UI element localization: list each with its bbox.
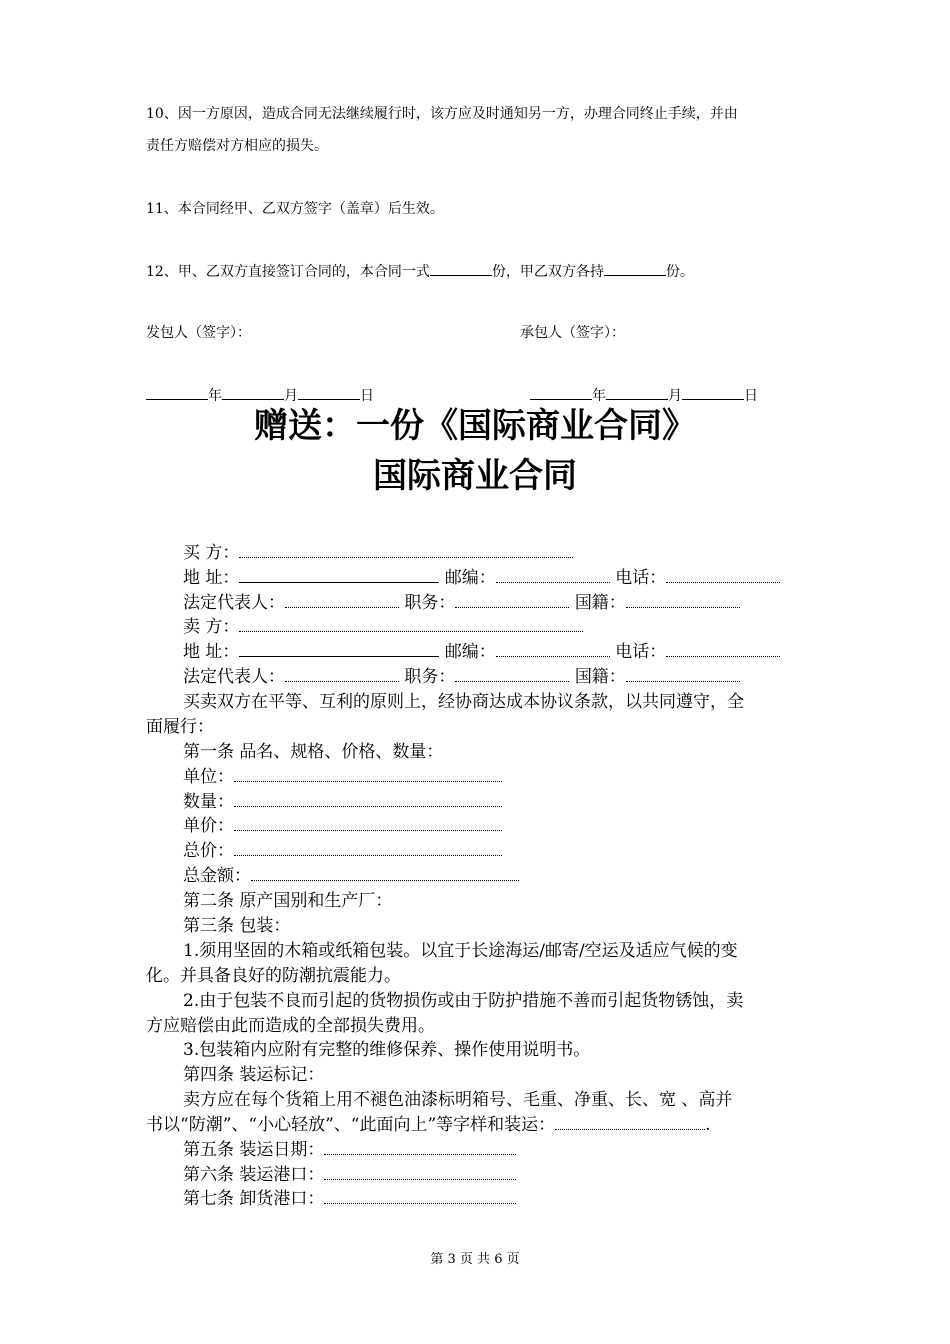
packing-2-line1: 2.由于包装不良而引起的货物损伤或由于防护措施不善而引起货物锈蚀，卖 <box>183 991 744 1011</box>
loading-port-blank <box>324 1164 516 1180</box>
zip-label: 邮编： <box>444 642 496 662</box>
day-label: 日 <box>360 388 374 404</box>
phone-label: 电话： <box>615 568 667 588</box>
seller-line <box>183 612 583 637</box>
unit-label: 单位： <box>183 767 234 787</box>
marking-line1: 卖方应在每个货箱上用不褪色油漆标明箱号、毛重、净重、长、宽 、高并 <box>183 1090 733 1110</box>
buyer-blank <box>239 542 573 558</box>
price-label: 单价： <box>183 816 234 836</box>
legal-rep-label: 法定代表人： <box>183 593 285 613</box>
nationality-blank <box>626 666 740 682</box>
marking-end: . <box>705 1115 711 1135</box>
article-2: 第二条 原产国别和生产厂： <box>183 891 393 911</box>
total-amount-line <box>183 861 519 886</box>
clause-11: 11、本合同经甲、乙双方签字（盖章）后生效。 <box>146 201 444 217</box>
phone-blank <box>666 641 780 657</box>
buyer-label: 买 方： <box>183 543 240 563</box>
total-blank <box>234 840 502 856</box>
position-label: 职务： <box>404 593 456 613</box>
phone-blank <box>666 567 780 583</box>
packing-2-line2: 方应赔偿由此而造成的全部损失费用。 <box>146 1016 435 1036</box>
page-number: 第 3 页 共 6 页 <box>430 1252 520 1267</box>
year-label: 年 <box>208 388 222 404</box>
copies-each-blank <box>604 260 666 276</box>
employer-signature-label: 发包人（签字）： <box>146 325 251 341</box>
article-6-label: 第六条 装运港口： <box>183 1165 325 1185</box>
packing-1-line2: 化。并具备良好的防潮抗震能力。 <box>146 966 401 986</box>
address-label: 地 址： <box>183 642 240 662</box>
clause-10-line1: 10、因一方原因，造成合同无法继续履行时，该方应及时通知另一方，办理合同终止手续，并由 <box>146 106 738 122</box>
nationality-label: 国籍： <box>574 593 626 613</box>
month-label: 月 <box>668 388 682 404</box>
article-5 <box>183 1135 516 1160</box>
nationality-label: 国籍： <box>574 667 626 687</box>
article-3: 第三条 包装： <box>183 916 291 936</box>
marking-blank <box>555 1114 705 1130</box>
seller-label: 卖 方： <box>183 617 240 637</box>
article-5-label: 第五条 装运日期： <box>183 1140 325 1160</box>
marking-line2 <box>146 1110 711 1135</box>
unit-line <box>183 762 502 787</box>
article-7-label: 第七条 卸货港口： <box>183 1189 325 1209</box>
contract-title: 国际商业合同 <box>373 456 577 496</box>
address-label: 地 址： <box>183 568 240 588</box>
clause-12-text-c: 份。 <box>665 264 694 280</box>
nationality-blank <box>626 592 740 608</box>
packing-1-line1: 1.须用坚固的木箱或纸箱包装。以宜于长途海运/邮寄/空运及适应气候的变 <box>183 941 738 961</box>
buyer-rep-line <box>183 588 740 613</box>
article-4: 第四条 装运标记： <box>183 1065 325 1085</box>
legal-rep-blank <box>285 666 399 682</box>
article-7 <box>183 1184 516 1209</box>
address-blank <box>239 567 439 583</box>
copies-blank <box>430 260 492 276</box>
quantity-blank <box>234 791 502 807</box>
quantity-line <box>183 787 502 812</box>
total-amount-blank <box>251 865 519 881</box>
unit-blank <box>234 766 502 782</box>
intro-line1: 买卖双方在平等、互利的原则上，经协商达成本协议条款，以共同遵守，全 <box>183 692 744 712</box>
total-amount-label: 总金额： <box>183 866 251 886</box>
year-label: 年 <box>592 388 606 404</box>
article-6 <box>183 1160 516 1185</box>
zip-blank <box>496 641 610 657</box>
address-blank <box>239 641 439 657</box>
buyer-line <box>183 538 573 563</box>
legal-rep-label: 法定代表人： <box>183 667 285 687</box>
contractor-signature-label: 承包人（签字）： <box>520 325 625 341</box>
clause-12 <box>146 260 694 281</box>
total-line <box>183 836 502 861</box>
clause-10-line2: 责任方赔偿对方相应的损失。 <box>146 138 328 154</box>
total-label: 总价： <box>183 841 234 861</box>
seller-address-line <box>183 637 780 662</box>
price-line <box>183 811 502 836</box>
price-blank <box>234 815 502 831</box>
day-label: 日 <box>744 388 758 404</box>
zip-label: 邮编： <box>444 568 496 588</box>
marking-text: 书以“防潮”、“小心轻放”、“此面向上”等字样和装运： <box>146 1115 556 1135</box>
article-1: 第一条 品名、规格、价格、数量： <box>183 742 444 762</box>
packing-3: 3.包装箱内应附有完整的维修保养、操作使用说明书。 <box>183 1040 591 1060</box>
position-blank <box>455 666 569 682</box>
buyer-address-line <box>183 563 780 588</box>
quantity-label: 数量： <box>183 792 234 812</box>
phone-label: 电话： <box>615 642 667 662</box>
intro-line2: 面履行： <box>146 717 214 737</box>
position-label: 职务： <box>404 667 456 687</box>
clause-12-text-b: 份，甲乙双方各持 <box>491 264 604 280</box>
seller-blank <box>239 616 583 632</box>
gift-title: 赠送：一份《国际商业合同》 <box>254 406 696 446</box>
seller-rep-line <box>183 662 740 687</box>
legal-rep-blank <box>285 592 399 608</box>
shipment-date-blank <box>324 1139 516 1155</box>
month-label: 月 <box>284 388 298 404</box>
position-blank <box>455 592 569 608</box>
discharge-port-blank <box>324 1188 516 1204</box>
zip-blank <box>496 567 610 583</box>
clause-12-text-a: 12、甲、乙双方直接签订合同的，本合同一式 <box>146 264 430 280</box>
